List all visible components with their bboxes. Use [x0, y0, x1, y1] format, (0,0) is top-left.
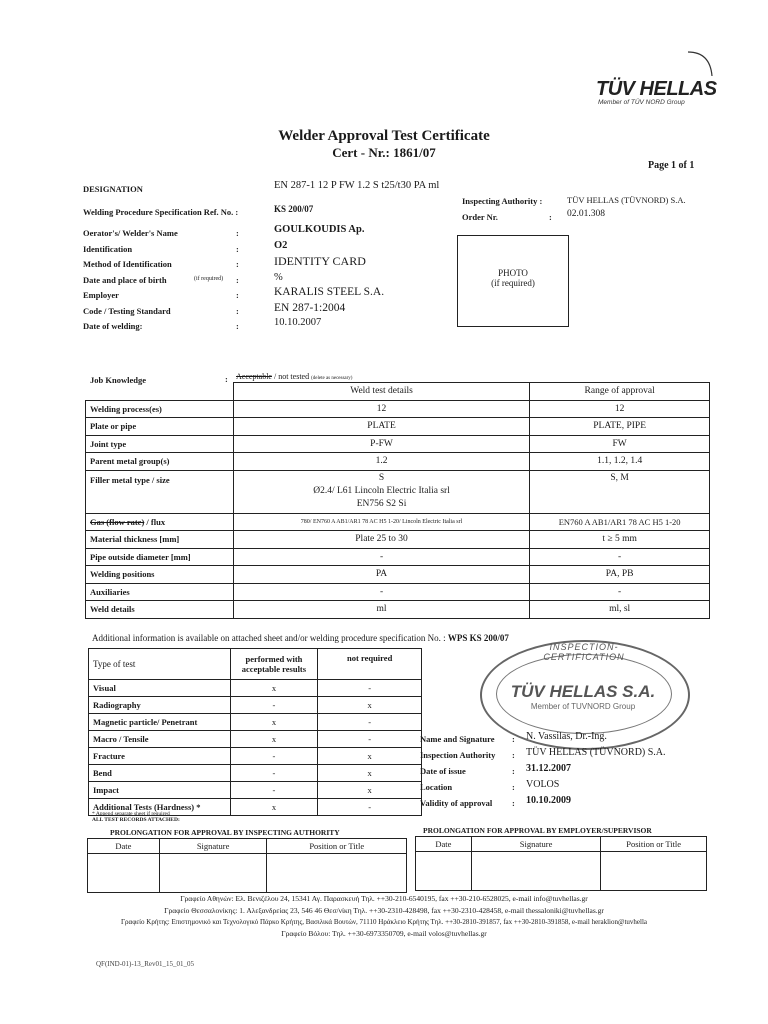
weld-row-details: 1.2 [233, 453, 529, 471]
table-row [86, 513, 710, 531]
stamp-top-text: INSPECTION-CERTIFICATION [543, 642, 625, 662]
weld-row-label: Auxiliaries [86, 583, 234, 601]
signature-row [420, 762, 720, 778]
table-row [89, 731, 422, 748]
stamp-sub: Member of TUVNORD Group [530, 702, 636, 711]
detail-value: 10.10.2007 [274, 317, 322, 328]
detail-colon: : [236, 321, 239, 331]
signature-value: VOLOS [526, 779, 560, 790]
order-nr-label: Order Nr. [462, 212, 498, 222]
signature-row [420, 746, 720, 762]
weld-row-label [86, 513, 234, 531]
table-row [86, 400, 710, 418]
table-row [89, 714, 422, 731]
table-row [89, 680, 422, 697]
weld-row-range: PA, PB [530, 566, 710, 584]
additional-info-wps: WPS KS 200/07 [447, 633, 509, 643]
order-nr-colon: : [549, 212, 552, 222]
footer-address-volos: Γραφείο Βόλου: Τηλ. ++30-6973350709, e-mail volos@tuvhellas.gr [281, 929, 487, 938]
signature-value: TÜV HELLAS (TÜVNORD) S.A. [526, 747, 666, 758]
prolong-header-date: Date [88, 839, 160, 854]
tests-note-append: * Append separate sheet if required [92, 811, 170, 817]
weld-header-range: Range of approval [530, 383, 710, 401]
weld-row-details: Plate 25 to 30 [233, 531, 529, 549]
weld-row-range: PLATE, PIPE [530, 418, 710, 436]
table-row [86, 601, 710, 619]
job-knowledge-note: (delete as necessary) [311, 376, 353, 381]
weld-row-range: - [530, 548, 710, 566]
designation-label: DESIGNATION [83, 184, 143, 194]
additional-info-text: Additional information is available on attached sheet and/or welding procedure specification No. : [92, 633, 446, 643]
test-not-required: x [318, 748, 422, 765]
table-row [86, 566, 710, 584]
table-row [86, 583, 710, 601]
test-type: Bend [89, 765, 231, 782]
detail-colon: : [236, 290, 239, 300]
tests-notes [92, 811, 180, 823]
stamp-brand: TÜV HELLAS S.A. [510, 682, 656, 701]
test-type: Additional Tests (Hardness) * [89, 799, 231, 816]
prolong-cell [88, 854, 160, 893]
test-not-required: x [318, 782, 422, 799]
filler-size: Ø2.4/ L61 Lincoln Electric Italia srl [313, 486, 450, 496]
prolong-left-table [87, 838, 407, 893]
job-knowledge-colon: : [225, 374, 228, 384]
detail-label: Method of Identification [83, 259, 172, 269]
table-row [89, 748, 422, 765]
weld-row-label: Weld details [86, 601, 234, 619]
photo-label: PHOTO [498, 268, 528, 278]
signature-label: Date of issue [420, 766, 466, 776]
weld-row-label: Material thickness [mm] [86, 531, 234, 549]
prolong-header-position: Position or Title [601, 837, 707, 852]
detail-row [83, 286, 443, 302]
signature-colon: : [512, 782, 515, 792]
prolong-header-date: Date [416, 837, 472, 852]
signature-value: 10.10.2009 [526, 795, 571, 806]
prolong-header-signature: Signature [159, 839, 267, 854]
signature-colon: : [512, 766, 515, 776]
test-performed: - [230, 697, 318, 714]
test-type: Magnetic particle/ Penetrant [89, 714, 231, 731]
test-not-required: - [318, 731, 422, 748]
detail-label: Date and place of birth [83, 274, 167, 285]
tests-header-row [89, 649, 422, 680]
gas-label-struck: Gas (flow rate) [90, 516, 145, 527]
detail-label: Oerator's/ Welder's Name [83, 228, 178, 238]
prolong-header-row [88, 839, 407, 854]
filler-type: S [378, 473, 385, 483]
table-row [88, 854, 407, 893]
detail-row [83, 302, 443, 318]
wps-ref-value: KS 200/07 [274, 204, 314, 214]
detail-row [83, 271, 443, 287]
job-knowledge-struck: Acceptable [236, 372, 272, 381]
table-row [86, 531, 710, 549]
test-performed: x [230, 714, 318, 731]
table-row [86, 470, 710, 513]
welder-details [83, 224, 443, 333]
signature-label: Inspection Authority [420, 750, 496, 760]
table-row [86, 418, 710, 436]
prolong-header-row [416, 837, 707, 852]
prolong-left-title: PROLONGATION FOR APPROVAL BY INSPECTING AUTHORITY [110, 828, 340, 837]
weld-row-details: - [233, 583, 529, 601]
weld-row-label: Parent metal group(s) [86, 453, 234, 471]
tests-header-performed: performed with acceptable results [230, 649, 318, 680]
tests-header-type: Type of test [89, 649, 231, 680]
detail-colon: : [236, 228, 239, 238]
weld-row-label: Plate or pipe [86, 418, 234, 436]
gas-label-rest: / flux [144, 516, 166, 527]
table-row [89, 782, 422, 799]
detail-value: % [274, 271, 283, 283]
detail-colon: : [236, 305, 239, 316]
prolong-cell [416, 852, 472, 891]
weld-details-table [85, 382, 710, 619]
table-row [416, 852, 707, 891]
test-performed: - [230, 748, 318, 765]
photo-box [457, 235, 569, 327]
footer-address-crete: Γραφείο Κρήτης: Επιστημονικό και Τεχνολογικό Πάρκο Κρήτης, Βασιλικά Βουτών, 71110 Ηράκλειο Κρήτης Τηλ. ++30-2810-391857, fax ++30-2810-391858, e-mail heraklion@tuvhella [120, 918, 647, 926]
detail-label: Date of welding: [83, 321, 143, 331]
signature-colon: : [512, 750, 515, 760]
signature-row [420, 730, 720, 746]
weld-header-row [86, 383, 710, 401]
signature-colon: : [512, 798, 515, 808]
weld-row-label: Filler metal type / size [86, 470, 234, 513]
detail-value: KARALIS STEEL S.A. [274, 286, 385, 298]
prolong-cell [601, 852, 707, 891]
weld-header-details: Weld test details [233, 383, 529, 401]
weld-row-range: 12 [530, 400, 710, 418]
signature-row [420, 794, 720, 810]
signature-label: Location [420, 782, 453, 792]
detail-value: O2 [274, 239, 288, 251]
weld-row-details: ml [233, 601, 529, 619]
prolong-right-title: PROLONGATION FOR APPROVAL BY EMPLOYER/SUPERVISOR [423, 826, 652, 835]
weld-row-range: t ≥ 5 mm [530, 531, 710, 549]
test-performed: - [230, 782, 318, 799]
table-row [86, 453, 710, 471]
detail-row [83, 255, 443, 271]
detail-row [83, 317, 443, 333]
designation-value: EN 287-1 12 P FW 1.2 S t25/t30 PA ml [274, 180, 440, 191]
prolong-cell [267, 854, 407, 893]
tests-note-records: ALL TEST RECORDS ATTACHED: [92, 817, 180, 823]
signature-value: N. Vassilas, Dr.-Ing. [526, 731, 607, 742]
brand-subtitle: Member of TÜV NORD Group [598, 99, 685, 106]
weld-row-range: EN760 A AB1/AR1 78 AC H5 1-20 [530, 513, 710, 531]
weld-row-label: Joint type [86, 435, 234, 453]
test-performed: x [230, 680, 318, 697]
prolong-cell [471, 852, 601, 891]
detail-colon: : [236, 259, 239, 269]
prolong-header-signature: Signature [471, 837, 601, 852]
test-not-required: - [318, 714, 422, 731]
weld-row-range: - [530, 583, 710, 601]
test-not-required: - [318, 799, 422, 816]
table-row [86, 548, 710, 566]
table-row [86, 435, 710, 453]
weld-row-details [233, 470, 529, 513]
detail-note: (if required) [194, 275, 224, 282]
form-code: QF(IND-01)-13_Rev01_15_01_05 [96, 960, 194, 968]
weld-row-details: P-FW [233, 435, 529, 453]
tests-table [88, 648, 422, 816]
filler-standard: EN756 S2 Si [356, 499, 407, 509]
weld-row-range: S, M [530, 470, 710, 513]
cert-number: Cert - Nr.: 1861/07 [332, 145, 436, 160]
detail-label: Code / Testing Standard [83, 305, 171, 316]
detail-row [83, 224, 443, 240]
test-not-required: - [318, 680, 422, 697]
prolong-header-position: Position or Title [267, 839, 407, 854]
photo-note: (if required) [491, 278, 535, 288]
page-indicator: Page 1 of 1 [648, 160, 695, 171]
order-nr-value: 02.01.308 [567, 209, 605, 219]
footer-address-athens: Γραφείο Αθηνών: Ελ. Βενιζέλου 24, 15341 Αγ. Παρασκευή Τηλ. ++30-210-6540195, fax ++30-210-6528025, e-mail info@tuvhellas.gr [180, 894, 588, 903]
test-performed: x [230, 799, 318, 816]
table-row [89, 765, 422, 782]
inspecting-authority-label: Inspecting Authority : [462, 196, 543, 206]
weld-row-range: 1.1, 1.2, 1.4 [530, 453, 710, 471]
inspecting-authority-value: TÜV HELLAS (TÜVNORD) S.A. [567, 195, 686, 205]
weld-row-details: 12 [233, 400, 529, 418]
signature-colon: : [512, 734, 515, 744]
weld-row-label: Pipe outside diameter [mm] [86, 548, 234, 566]
signature-block [420, 730, 720, 810]
job-knowledge-value [236, 372, 352, 381]
weld-row-label: Welding positions [86, 566, 234, 584]
test-type: Fracture [89, 748, 231, 765]
test-performed: - [230, 765, 318, 782]
weld-header-blank [86, 383, 234, 401]
signature-value: 31.12.2007 [526, 763, 571, 774]
detail-label: Identification [83, 243, 133, 254]
brand-logo: TÜV HELLAS [596, 78, 717, 100]
test-performed: x [230, 731, 318, 748]
test-not-required: x [318, 765, 422, 782]
weld-row-details: 780/ EN760 A AB1/AR1 78 AC H5 1-20/ Lincoln Electric Italia srl [233, 513, 529, 531]
signature-label: Validity of approval [420, 798, 493, 808]
prolong-right-table [415, 836, 707, 891]
test-type: Visual [89, 680, 231, 697]
table-row [89, 697, 422, 714]
additional-info [92, 633, 509, 643]
weld-row-range: ml, sl [530, 601, 710, 619]
logo-arc [686, 48, 716, 80]
job-knowledge-label: Job Knowledge [90, 375, 146, 385]
detail-row [83, 240, 443, 256]
detail-label: Employer [83, 290, 119, 300]
detail-value: GOULKOUDIS Ap. [274, 224, 365, 235]
weld-row-details: PLATE [233, 418, 529, 436]
test-type: Macro / Tensile [89, 731, 231, 748]
job-knowledge-rest: / not tested [271, 372, 310, 381]
tests-header-not-required: not required [318, 649, 422, 680]
detail-colon: : [236, 243, 239, 254]
weld-row-label: Welding process(es) [86, 400, 234, 418]
prolong-cell [159, 854, 267, 893]
wps-ref-label: Welding Procedure Specification Ref. No. : [83, 207, 239, 217]
detail-value: IDENTITY CARD [274, 254, 366, 268]
signature-label: Name and Signature [420, 734, 495, 744]
test-type: Impact [89, 782, 231, 799]
footer-address-thessaloniki: Γραφείο Θεσσαλονίκης: 1. Αλεξανδρείας 23, 546 46 Θεσ/νίκη Τηλ. ++30-2310-428498, fax ++30-2310-428458, e-mail thessaloniki@tuvhellas.gr [164, 906, 604, 915]
weld-row-details: - [233, 548, 529, 566]
test-type: Radiography [89, 697, 231, 714]
weld-row-range: FW [530, 435, 710, 453]
detail-value: EN 287-1:2004 [274, 301, 346, 314]
signature-row [420, 778, 720, 794]
weld-row-details: PA [233, 566, 529, 584]
test-not-required: x [318, 697, 422, 714]
page-title: Welder Approval Test Certificate [278, 128, 490, 144]
detail-colon: : [236, 274, 239, 285]
